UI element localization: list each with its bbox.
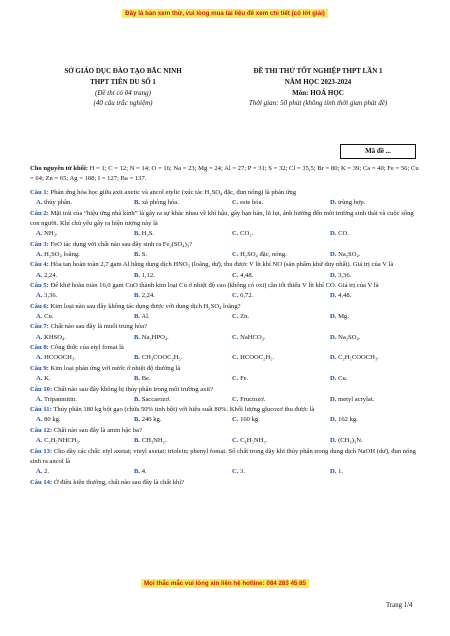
option-letter: A. (36, 271, 43, 279)
option-text: 4. (140, 468, 147, 476)
question-stem (30, 426, 422, 436)
answer-option (128, 271, 226, 281)
option-text: C₆H₅NH₂. (238, 437, 268, 445)
question-stem (30, 405, 422, 415)
answer-option (324, 415, 422, 425)
option-letter: C. (232, 354, 239, 362)
answer-options (30, 395, 422, 405)
option-letter: C. (232, 437, 239, 445)
answer-option (30, 271, 128, 281)
answer-option (30, 415, 128, 425)
question-number: Câu 6: (30, 302, 49, 310)
question-9 (30, 364, 422, 384)
question-stem (30, 240, 422, 250)
answer-option (128, 291, 226, 301)
option-text: KHSO₄. (42, 333, 66, 341)
answer-option (128, 312, 226, 322)
question-stem (30, 302, 422, 312)
answer-option (30, 353, 128, 363)
question-stem (30, 385, 422, 395)
answer-option (128, 250, 226, 260)
option-text: 160 kg. (238, 416, 260, 424)
answer-option (324, 229, 422, 239)
question-8 (30, 343, 422, 363)
answer-option (128, 374, 226, 384)
question-stem (30, 478, 422, 488)
question-text: Cho dãy các chất: etyl axetat; vinyl axetat; triolein; phenyl fomat. Số chất trong dãy khi thủy phân trong dung dịch NaOH (dư), đun nóng sinh ra ancol là (30, 447, 416, 465)
answer-option (324, 395, 422, 405)
option-text: H₂SO₄ loãng. (42, 250, 80, 258)
option-text: CH₃NH₂. (140, 437, 167, 445)
option-letter: C. (232, 468, 239, 476)
option-text: Na₂HPO₄. (140, 333, 169, 341)
question-list (30, 188, 422, 488)
option-letter: C. (232, 395, 239, 403)
question-6 (30, 302, 422, 322)
answer-option (128, 415, 226, 425)
answer-option (324, 312, 422, 322)
page-count-note: (Đề thi có 04 trang) (95, 88, 151, 97)
option-text: CO. (336, 230, 349, 238)
answer-option (226, 333, 324, 343)
atomic-masses (30, 164, 422, 185)
option-letter: A. (36, 375, 43, 383)
option-letter: D. (330, 312, 337, 320)
answer-options (30, 415, 422, 425)
option-letter: C. (232, 312, 239, 320)
answer-option (30, 312, 128, 322)
top-banner (0, 10, 450, 17)
option-letter: C. (232, 271, 239, 279)
option-text: Tripanmitin. (42, 395, 77, 403)
option-text: 1,12. (140, 271, 155, 279)
answer-options (30, 436, 422, 446)
answer-options (30, 374, 422, 384)
option-letter: D. (330, 250, 337, 258)
answer-option (226, 271, 324, 281)
question-stem (30, 281, 422, 291)
question-10 (30, 385, 422, 405)
question-text: Chất nào sau đây không bị thủy phân trong môi trường axit? (52, 385, 214, 393)
answer-option (30, 229, 128, 239)
question-number: Câu 10: (30, 385, 53, 393)
answer-options (30, 229, 422, 239)
question-number: Câu 8: (30, 344, 49, 352)
answer-option (226, 291, 324, 301)
option-letter: B. (134, 250, 141, 258)
option-text: 4,48. (336, 292, 352, 300)
header-right (228, 66, 408, 109)
question-stem (30, 364, 422, 374)
question-text: Thủy phân 180 kg bột gạo (chứa 50% tinh bột) với hiệu suất 80%. Khối lượng glucozơ thu được là (51, 406, 315, 414)
department-name: SỞ GIÁO DỤC ĐÀO TẠO BẮC NINH (64, 67, 182, 75)
option-letter: D. (330, 416, 337, 424)
time-limit: Thời gian: 50 phút (không tính thời gian phát đề) (248, 99, 388, 108)
question-13 (30, 447, 422, 478)
answer-option (226, 374, 324, 384)
question-14 (30, 478, 422, 488)
answer-options (30, 271, 422, 281)
question-text: FeO tác dụng với chất nào sau đây sinh ra Fe₂(SO₄)₃? (48, 240, 193, 248)
answer-option (324, 436, 422, 446)
question-12 (30, 426, 422, 446)
answer-option (128, 353, 226, 363)
question-text: Hòa tan hoàn toàn 2,7 gam Al bằng dung dịch HNO₃ (loãng, dư), thu được V lít khí NO (sản phẩm khử duy nhất). Giá trị của V là (48, 261, 394, 269)
question-stem (30, 322, 422, 332)
option-text: este hóa. (238, 199, 264, 207)
option-letter: C. (232, 292, 239, 300)
option-letter: B. (134, 354, 141, 362)
atomic-masses-values: H = 1; C = 12; N = 14; O = 16; Na = 23; Mg = 24; Al = 27; P = 31; S = 32; Cl = 35,5; Br = 80; K = 39; Ca = 40; Fe = 56; Cu = 64; Zn = 65; Ag = 108; I = 127; Ba = 137. (30, 165, 419, 183)
answer-option (128, 333, 226, 343)
answer-option (226, 395, 324, 405)
option-text: 3,36. (42, 292, 58, 300)
option-text: 2,24. (42, 271, 58, 279)
option-letter: B. (134, 333, 141, 341)
option-letter: D. (330, 333, 337, 341)
question-number: Câu 12: (30, 426, 53, 434)
answer-option (324, 467, 422, 477)
option-letter: A. (36, 395, 43, 403)
answer-option (30, 291, 128, 301)
question-text: Kim loại phản ứng với nước ở nhiệt độ thường là (48, 364, 181, 372)
option-letter: B. (134, 375, 141, 383)
question-number: Câu 13: (30, 447, 53, 455)
answer-options (30, 291, 422, 301)
question-number: Câu 4: (30, 261, 49, 269)
bottom-banner (0, 580, 450, 587)
option-text: thủy phân. (42, 199, 72, 207)
answer-option (30, 436, 128, 446)
option-letter: C. (232, 375, 239, 383)
option-letter: B. (134, 312, 141, 320)
option-text: 3. (238, 468, 246, 476)
atomic-masses-label: Cho nguyên tử khối: (30, 165, 89, 172)
question-3 (30, 240, 422, 260)
option-text: xà phòng hóa. (140, 199, 179, 207)
answer-option (128, 198, 226, 208)
question-number: Câu 1: (30, 189, 49, 196)
option-text: Na₂SO₄. (336, 250, 361, 258)
option-text: S. (140, 250, 148, 258)
option-letter: D. (330, 468, 337, 476)
school-name: THPT TIÊN DU SỐ 1 (90, 77, 156, 86)
question-stem (30, 447, 422, 467)
question-1 (30, 188, 422, 208)
question-stem (30, 260, 422, 270)
option-letter: A. (36, 199, 43, 207)
answer-option (324, 291, 422, 301)
answer-option (324, 353, 422, 363)
question-text: Công thức của etyl fomat là (48, 344, 124, 352)
answer-option (30, 333, 128, 343)
question-count-note: (40 câu trắc nghiệm) (93, 99, 153, 108)
option-letter: A. (36, 292, 43, 300)
option-letter: B. (134, 292, 141, 300)
answer-options (30, 333, 422, 343)
option-text: CH₃COOC₂H₅. (140, 354, 183, 362)
option-letter: D. (330, 354, 337, 362)
subject: Môn: HOÁ HỌC (292, 88, 344, 97)
question-number: Câu 3: (30, 240, 49, 248)
option-letter: A. (36, 468, 43, 476)
question-text: Mặt trái của “hiệu ứng nhà kính” là gây ra sự khác nhau về khí hậu, gây hạn hán, lũ lụt, ảnh hưởng đến môi trường sinh thái và cuộc sống con người. Khí chủ yếu gây ra hiện tượng này là (30, 209, 414, 227)
option-letter: A. (36, 416, 43, 424)
option-letter: D. (330, 437, 337, 445)
answer-option (226, 250, 324, 260)
option-letter: C. (232, 199, 239, 207)
answer-option (128, 395, 226, 405)
option-letter: B. (134, 395, 141, 403)
answer-option (128, 229, 226, 239)
question-2 (30, 209, 422, 240)
answer-option (30, 374, 128, 384)
question-number: Câu 5: (30, 282, 49, 290)
option-letter: C. (232, 230, 239, 238)
option-letter: D. (330, 375, 337, 383)
option-letter: C. (232, 250, 239, 258)
option-text: Na₂SO₄. (336, 333, 361, 341)
option-letter: B. (134, 271, 141, 279)
option-text: HCOOCH₃. (42, 354, 76, 362)
question-number: Câu 14: (30, 478, 53, 486)
top-banner-text: Đây là bản xem thử, vui lòng mua tài liệu để xem chi tiết (có lời giải) (122, 9, 328, 18)
question-7 (30, 322, 422, 342)
answer-option (30, 250, 128, 260)
option-letter: C. (232, 416, 239, 424)
option-letter: A. (36, 230, 43, 238)
question-stem (30, 188, 422, 198)
exam-code-box: Mã đề ... (340, 144, 416, 159)
option-text: H₂S. (140, 230, 155, 238)
option-text: 1. (336, 468, 344, 476)
option-text: 3,36. (336, 271, 352, 279)
option-text: K. (42, 375, 51, 383)
option-letter: D. (330, 271, 337, 279)
option-letter: A. (36, 312, 43, 320)
question-text: Ở điều kiện thường, chất nào sau đây là chất khí? (52, 478, 185, 486)
option-letter: D. (330, 395, 337, 403)
answer-option (226, 436, 324, 446)
answer-option (324, 374, 422, 384)
option-text: Fructozơ. (238, 395, 266, 403)
question-11 (30, 405, 422, 425)
option-text: C₂H₅NHCH₃. (42, 437, 81, 445)
option-letter: A. (36, 333, 43, 341)
option-text: Zn. (238, 312, 250, 320)
option-text: 162 kg. (336, 416, 358, 424)
option-text: 4,48. (238, 271, 254, 279)
answer-option (226, 467, 324, 477)
option-text: H₂SO₄ đặc, nóng. (238, 250, 287, 258)
option-letter: A. (36, 250, 43, 258)
option-text: 80 kg. (42, 416, 61, 424)
header-left (48, 66, 198, 109)
answer-options (30, 198, 422, 208)
option-letter: D. (330, 230, 337, 238)
answer-option (128, 436, 226, 446)
option-text: Cu. (42, 312, 54, 320)
answer-option (226, 353, 324, 363)
option-letter: B. (134, 416, 141, 424)
answer-option (226, 312, 324, 322)
option-text: metyl acrylat. (336, 395, 375, 403)
answer-option (30, 467, 128, 477)
answer-options (30, 250, 422, 260)
option-letter: C. (232, 333, 239, 341)
option-text: NH₃. (42, 230, 58, 238)
exam-title: ĐỀ THI THỬ TỐT NGHIỆP THPT LẦN 1 (253, 67, 383, 75)
answer-option (324, 271, 422, 281)
question-number: Câu 7: (30, 323, 49, 331)
option-letter: A. (36, 354, 43, 362)
answer-option (324, 333, 422, 343)
question-text: Chất nào sau đây là muối trung hòa? (48, 323, 148, 331)
option-letter: A. (36, 437, 43, 445)
page-number: Trang 1/4 (386, 602, 413, 609)
question-4 (30, 260, 422, 280)
option-text: Al. (140, 312, 150, 320)
option-text: HCOOC₂H₅. (238, 354, 275, 362)
option-text: Mg. (336, 312, 349, 320)
question-number: Câu 11: (30, 406, 52, 414)
option-letter: B. (134, 199, 141, 207)
question-number: Câu 2: (30, 209, 49, 217)
option-letter: B. (134, 230, 141, 238)
question-stem (30, 343, 422, 353)
answer-option (226, 415, 324, 425)
answer-option (226, 229, 324, 239)
option-text: 2,24. (140, 292, 155, 300)
option-text: trùng hợp. (336, 199, 366, 207)
option-letter: D. (330, 292, 337, 300)
answer-options (30, 353, 422, 363)
option-text: (CH₃)₃N. (336, 437, 363, 445)
answer-option (128, 467, 226, 477)
option-text: Fe. (238, 375, 249, 383)
answer-options (30, 312, 422, 322)
option-text: CO₂. (238, 230, 254, 238)
option-letter: B. (134, 437, 141, 445)
question-text: Chất nào sau đây là amin bậc ba? (52, 426, 142, 434)
hotline-text: Mọi thắc mắc vui lòng xin liên hệ hotline: 084 283 45 85 (141, 579, 309, 588)
option-text: Be. (140, 375, 151, 383)
answer-option (324, 250, 422, 260)
option-text: NaHCO₃. (238, 333, 266, 341)
question-5 (30, 281, 422, 301)
option-text: Cu. (336, 375, 348, 383)
option-text: 2. (42, 468, 50, 476)
question-text: Phản ứng hóa học giữa axit axetic và ancol etylic (xúc tác H₂SO₄ đặc, đun nóng) là phản ứng (48, 189, 297, 196)
option-text: Saccarozơ. (140, 395, 171, 403)
question-text: Kim loại nào sau đây không tác dụng được với dung dịch H₂SO₄ loãng? (48, 302, 241, 310)
option-text: C₂H₅COOCH₃. (336, 354, 379, 362)
answer-options (30, 467, 422, 477)
answer-option (324, 198, 422, 208)
answer-option (226, 198, 324, 208)
question-stem (30, 209, 422, 229)
answer-option (30, 198, 128, 208)
question-number: Câu 9: (30, 364, 49, 372)
school-year: NĂM HỌC 2023-2024 (284, 77, 352, 86)
question-text: Để khử hoàn toàn 16,0 gam CuO thành kim loại Cu ở nhiệt độ cao (không có oxi) cần tối thiểu V lít khí CO. Giá trị của V là (48, 282, 379, 290)
option-text: 6,72. (238, 292, 254, 300)
option-letter: D. (330, 199, 337, 207)
option-letter: B. (134, 468, 141, 476)
option-text: 240 kg. (140, 416, 162, 424)
answer-option (30, 395, 128, 405)
